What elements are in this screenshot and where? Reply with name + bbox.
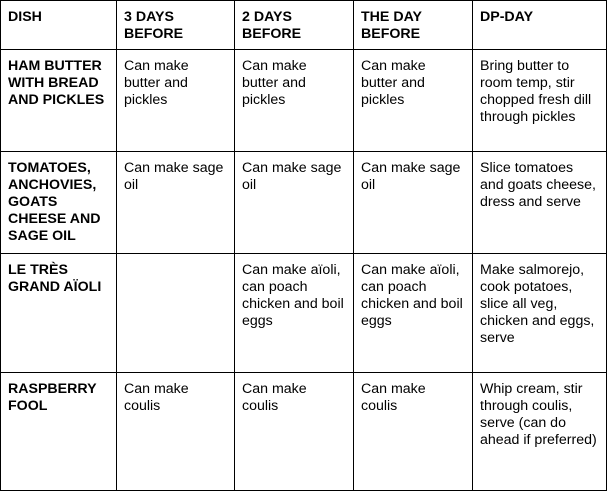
cell-dp-day: Whip cream, stir through coulis, serve (can do ahead if preferred) [473,373,607,491]
cell-dp-day: Make salmorejo, cook potatoes, slice all veg, chicken and eggs, serve [473,254,607,373]
cell-day-before: Can make aïoli, can poach chicken and boil eggs [354,254,473,373]
header-row [1,1,607,50]
cell-3-days-before: Can make coulis [117,373,235,491]
cell-3-days-before [117,254,235,373]
cell-day-before: Can make butter and pickles [354,50,473,152]
dish-name: LE TRÈS GRAND AÏOLI [1,254,117,373]
header-3-days-before: 3 DAYS BEFORE [117,1,235,50]
table-row [1,152,607,254]
cell-2-days-before: Can make coulis [235,373,354,491]
cell-2-days-before: Can make butter and pickles [235,50,354,152]
header-dish: DISH [1,1,117,50]
table-row [1,50,607,152]
header-2-days-before: 2 DAYS BEFORE [235,1,354,50]
table-row [1,254,607,373]
cell-dp-day: Slice tomatoes and goats cheese, dress and serve [473,152,607,254]
cell-dp-day: Bring butter to room temp, stir chopped fresh dill through pickles [473,50,607,152]
cell-day-before: Can make coulis [354,373,473,491]
dish-name: HAM BUTTER WITH BREAD AND PICKLES [1,50,117,152]
cell-3-days-before: Can make sage oil [117,152,235,254]
header-dp-day: DP-DAY [473,1,607,50]
cell-2-days-before: Can make aïoli, can poach chicken and boil eggs [235,254,354,373]
cell-3-days-before: Can make butter and pickles [117,50,235,152]
header-day-before: THE DAY BEFORE [354,1,473,50]
dish-name: RASPBERRY FOOL [1,373,117,491]
table-row [1,373,607,491]
cell-2-days-before: Can make sage oil [235,152,354,254]
cell-day-before: Can make sage oil [354,152,473,254]
dish-name: TOMATOES, ANCHOVIES, GOATS CHEESE AND SAGE OIL [1,152,117,254]
